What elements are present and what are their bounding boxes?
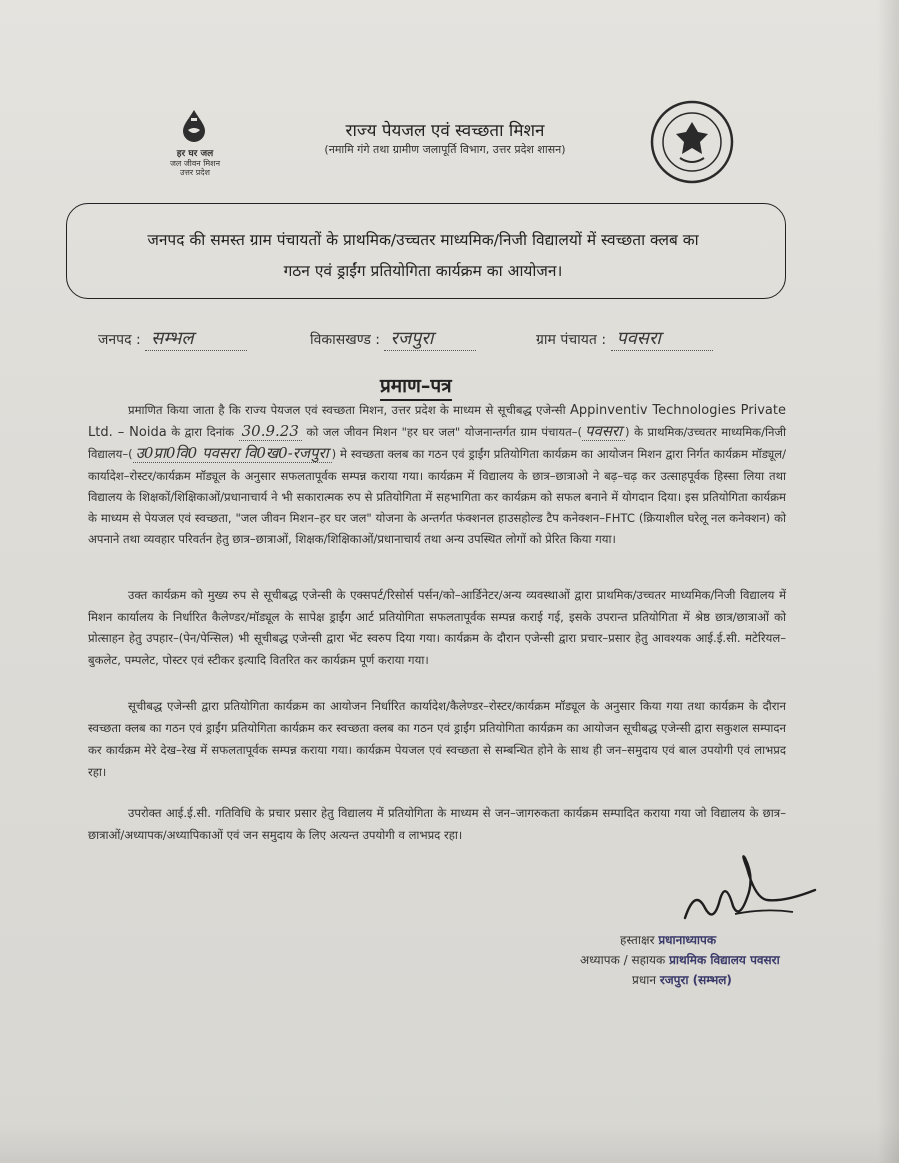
- p1-by-date: के द्वारा दिनांक: [171, 425, 235, 440]
- district-value: सम्भल: [145, 326, 247, 351]
- subject-line-1: जनपद की समस्त ग्राम पंचायतों के प्राथमिक/उच्चतर माध्यमिक/निजी विद्यालयों में स्वच्छता क्लब का: [147, 231, 699, 249]
- p4-text: उपरोक्त आई.ई.सी. गतिविधि के प्रचार प्रसार हेतु विद्यालय में प्रतियोगिता के माध्यम से जन–जागरुकता कार्यक्रम सम्पादित कराया गया जो विद्यालय के छात्र–छात्राओं/अध्यापक/अध्यापिकाओं एवं जन समुदाय के लिए अत्यन्त उपयोगी व लाभप्रद रहा।: [88, 806, 786, 842]
- school-stamp: प्राथमिक विद्यालय पवसरा: [669, 953, 780, 967]
- logo-left-sub2: उत्तर प्रदेश: [180, 168, 210, 177]
- panchayat-value: पवसरा: [611, 326, 713, 351]
- paragraph-1: [88, 400, 786, 550]
- p2-text: उक्त कार्यक्रम को मुख्य रुप से सूचीबद्ध एजेन्सी के एक्सपर्ट/रिसोर्स पर्सन/को–आर्डिनेटर/अन्य व्यवस्थाओं द्वारा प्राथमिक/उच्चतर माध्यमिक/निजी विद्यालय में मिशन कार्यालय के निर्धारित कैलेण्डर/मॉड्यूल के सापेक्ष ड्राईंग आर्ट प्रतियोगिता सफलतापूर्वक सम्पन्न कराई गई, इसके उपरान्त प्रतियोगिता में श्रेष्ठ छात्र/छात्राओं को प्रोत्साहन हेतु उपहार–(पेन/पेन्सिल) भी सूचीबद्ध एजेन्सी द्वारा भेंट स्वरुप दिया गया। कार्यक्रम के दौरान एजेन्सी द्वारा प्रचार–प्रसार हेतु आवश्यक आई.ई.सी. मटेरियल–बुकलेट, पम्पलेट, पोस्टर एवं स्टीकर इत्यादि वितरित कर कार्यक्रम पूर्ण कराया गया।: [88, 588, 786, 667]
- page-bottom-shadow: [0, 1123, 899, 1163]
- signature-label: हस्ताक्षर: [620, 933, 655, 947]
- page-edge-shadow: [877, 0, 899, 1163]
- block-stamp: रजपुरा (सम्भल): [659, 973, 732, 987]
- har-ghar-jal-logo: [160, 104, 230, 184]
- agency-name: Appinventiv Technologies Private Ltd. – Noida: [88, 403, 786, 441]
- signature-block: [580, 930, 860, 990]
- p3-text: सूचीबद्ध एजेन्सी द्वारा प्रतियोगिता कार्यक्रम का आयोजन निर्धारित कार्यादेश/कैलेण्डर–रोस्टर/कार्यक्रम मॉड्यूल के अनुसार किया गया तथा कार्यक्रम के दौरान स्वच्छता क्लब का गठन एवं ड्राईंग प्रतियोगिता कार्यक्रम कर स्वच्छता क्लब का गठन एवं ड्राईंग प्रतियोगिता कार्यक्रम का आयोजन सूचीबद्ध एजेन्सी द्वारा सकुशल सम्पादन कर कार्यक्रम मेरे देख–रेख में सफलतापूर्वक सम्पन्न कराया गया। कार्यक्रम पेयजल एवं स्वच्छता से सम्बन्धित होने के साथ ही जन–समुदाय एवं बाल उपयोगी एवं लाभप्रद रहा।: [88, 699, 786, 779]
- up-government-seal: [650, 100, 734, 184]
- p1-panchayat: पवसरा: [582, 422, 625, 441]
- district-label: जनपद :: [98, 332, 141, 348]
- mission-subtitle: (नमामि गंगे तथा ग्रामीण जलापूर्ति विभाग, उत्तर प्रदेश शासन): [324, 143, 566, 156]
- panchayat-field: [536, 326, 713, 351]
- p1-jjm: को जल जीवन मिशन "हर घर जल" योजनान्तर्गत ग्राम पंचायत–(: [306, 425, 582, 440]
- block-field: [310, 326, 476, 351]
- p1-intro: प्रमाणित किया जाता है कि राज्य पेयजल एवं स्वच्छता मिशन, उत्तर प्रदेश के माध्यम से सूचीबद्ध एजेन्सी: [128, 403, 566, 417]
- water-drop-icon: [176, 108, 212, 144]
- handwritten-signature: [675, 848, 825, 928]
- signature-line-1: [580, 930, 860, 950]
- paragraph-2: [88, 585, 786, 671]
- school-name: उ0प्रा0वि0 पवसरा वि0ख0-रजपुरा: [133, 444, 332, 463]
- paragraph-3: [88, 695, 786, 783]
- teacher-label: अध्यापक / सहायक: [580, 953, 666, 967]
- subject-text: [78, 225, 768, 287]
- mission-title: राज्य पेयजल एवं स्वच्छता मिशन: [345, 121, 545, 141]
- signature-line-3: [580, 970, 860, 990]
- subject-line-2: गठन एवं ड्राईंग प्रतियोगिता कार्यक्रम का आयोजन।: [283, 262, 563, 280]
- logo-left-title: हर घर जल: [176, 149, 214, 159]
- paragraph-4: [88, 802, 786, 846]
- p1-body: ) मे स्वच्छता क्लब का गठन एवं ड्राईंग प्रतियोगिता कार्यक्रम का आयोजन मिशन द्वारा निर्गत कार्यक्रम मॉड्यूल/कार्यादेश–रोस्टर/कार्यक्रम मॉड्यूल के अनुसार सफलतापूर्वक सम्पन्न कराया गया। कार्यक्रम में विद्यालय के छात्र–छात्राओ ने बढ़–चढ़ कर उत्साहपूर्वक हिस्सा लिया तथा विद्यालय के शिक्षकों/शिक्षिकाओं/प्रधानाचार्य ने भी सकारात्मक रुप से प्रतियोगिता में सहभागिता कर कार्यक्रम को सफल बनाने में योगदान दिया। इस प्रतियोगिता कार्यक्रम के माध्यम से पेयजल एवं स्वच्छता, "जल जीवन मिशन–हर घर जल" योजना के अन्तर्गत फंक्शनल हाउसहोल्ड टैप कनेक्शन–FHTC (क्रियाशील घरेलू नल कनेक्शन) को अपनाने तथा व्यवहार परिवर्तन हेतु छात्र–छात्राओं, शिक्षक/शिक्षिकाओं/प्रधानाचार्य तथा अन्य उपस्थित लोगों को प्रेरित किया गया।: [88, 447, 786, 547]
- program-date: 30.9.23: [239, 422, 302, 441]
- panchayat-label: ग्राम पंचायत :: [536, 332, 607, 348]
- block-value: रजपुरा: [384, 326, 476, 351]
- certificate-title: प्रमाण–पत्र: [380, 372, 452, 401]
- p1-school-type: ) के प्राथमिक/उच्चतर माध्यमिक/निजी विद्यालय–(: [88, 425, 787, 462]
- signature-line-2: [580, 950, 860, 970]
- headmaster-stamp: प्रधानाध्यापक: [658, 933, 717, 947]
- principal-label: प्रधान: [632, 973, 656, 987]
- logo-left-sub: जल जीवन मिशन: [169, 159, 221, 168]
- district-field: [98, 326, 247, 351]
- block-label: विकासखण्ड :: [310, 332, 381, 348]
